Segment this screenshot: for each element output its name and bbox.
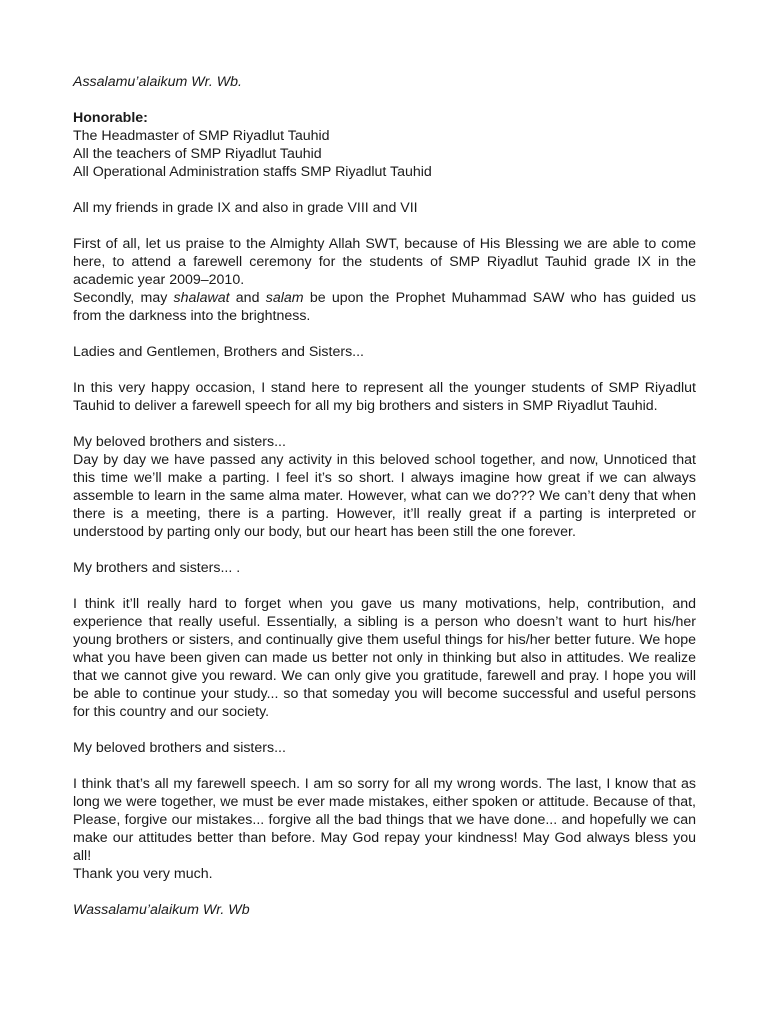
greeting: Assalamu’alaikum Wr. Wb. (73, 74, 242, 90)
shalawat-word: shalawat (173, 290, 230, 306)
closing-paragraph: I think that’s all my farewell speech. I am so sorry for all my wrong words. The last, I know that as long we were together, we must be ever made mistakes, either spoken or attitude. Because of that, Please, forgive our mistakes... forgive all the bad things that we have done... and hopefully we can make our attitudes better than before. May God repay your kindness! May God always bless you all! (73, 776, 696, 864)
thanks-line: Thank you very much. (73, 866, 213, 882)
friends-line: All my friends in grade IX and also in grade VIII and VII (73, 200, 418, 216)
beloved-title: My beloved brothers and sisters... (73, 434, 286, 450)
opening-second-text: and (229, 290, 266, 306)
opening-second-text: Secondly, may (73, 290, 174, 306)
honorable-line: All Operational Administration staffs SMP Riyadlut Tauhid (73, 164, 432, 180)
brothers-line: My brothers and sisters... . (73, 560, 241, 576)
honorable-heading: Honorable: (73, 110, 148, 126)
ladies-line: Ladies and Gentlemen, Brothers and Sisters... (73, 344, 365, 360)
beloved-title-2: My beloved brothers and sisters... (73, 740, 286, 756)
opening-second-text: be upon the Prophet Muhammad SAW who has guided us from the darkness into the brightness. (73, 290, 696, 324)
opening-first-paragraph: First of all, let us praise to the Almighty Allah SWT, because of His Blessing we are able to come here, to attend a farewell ceremony for the students of SMP Riyadlut Tauhid grade IX in the academic year 2009–2010. (73, 236, 696, 288)
beloved-paragraph: Day by day we have passed any activity in this beloved school together, and now, Unnoticed that this time we’ll make a parting. I feel it’s so short. I always imagine how great if we can always assemble to learn in the same alma mater. However, what can we do??? We can’t deny that when there is a meeting, there is a parting. However, it’ll really great if a parting is interpreted or understood by parting only our body, but our heart has been still the one forever. (73, 452, 696, 540)
motivation-paragraph: I think it’ll really hard to forget when you gave us many motivations, help, contribution, and experience that really useful. Essentially, a sibling is a person who doesn’t want to hurt his/her young brothers or sisters, and continually give them useful things for his/her better future. We hope what you have been given can made us better not only in thinking but also in attitudes. We realize that we cannot give you reward. We can only give you gratitude, farewell and pray. I hope you will be able to continue your study... so that someday you will become successful and useful persons for this country and our society. (73, 596, 696, 720)
honorable-line: All the teachers of SMP Riyadlut Tauhid (73, 146, 322, 162)
salam-word: salam (265, 290, 304, 306)
farewell-line: Wassalamu’alaikum Wr. Wb (73, 902, 250, 918)
opening-second-paragraph (73, 289, 696, 325)
speech-document (73, 73, 696, 919)
occasion-paragraph: In this very happy occasion, I stand here to represent all the younger students of SMP Riyadlut Tauhid to deliver a farewell speech for all my big brothers and sisters in SMP Riyadlut Tauhid. (73, 380, 696, 414)
honorable-line: The Headmaster of SMP Riyadlut Tauhid (73, 128, 330, 144)
